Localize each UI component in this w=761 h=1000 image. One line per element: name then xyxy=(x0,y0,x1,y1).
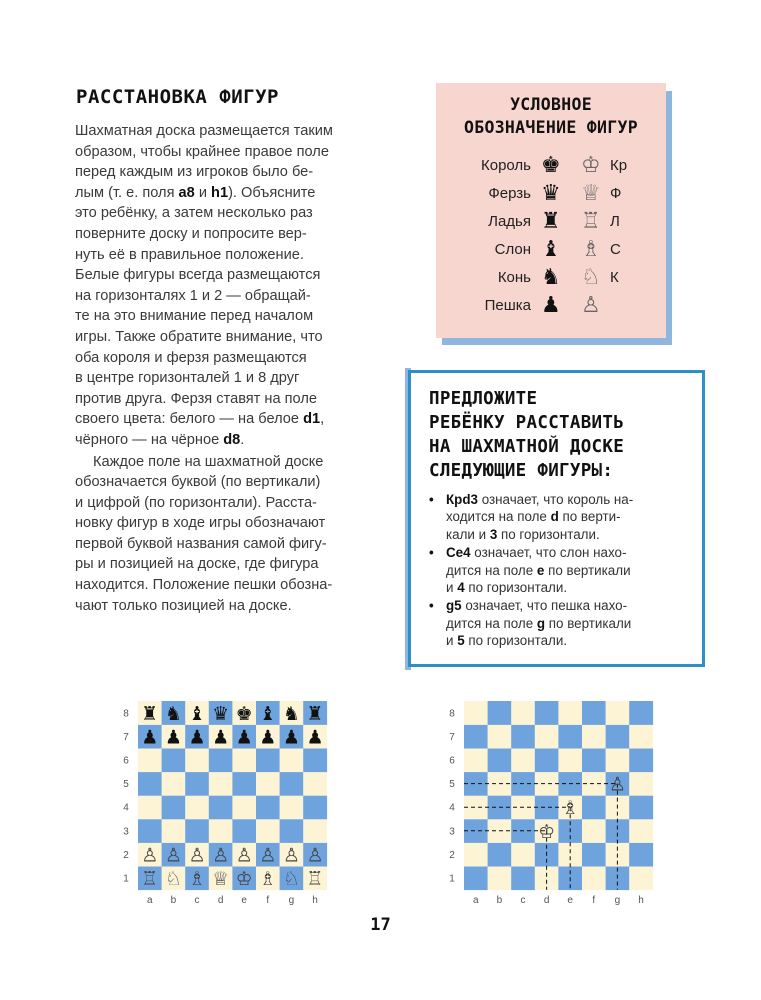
board-square xyxy=(280,795,304,819)
file-label: d xyxy=(543,894,550,905)
board-square xyxy=(535,748,559,772)
black-pawn-icon: ♟ xyxy=(212,726,230,749)
black-pawn-icon: ♟ xyxy=(541,293,561,318)
board-square xyxy=(629,772,653,796)
board-square xyxy=(606,725,630,749)
legend-row-king xyxy=(436,153,666,181)
rank-label: 2 xyxy=(449,849,455,861)
white-pawn-icon: ♙ xyxy=(141,844,159,867)
rank-label: 4 xyxy=(123,802,129,814)
black-bishop-icon: ♝ xyxy=(188,702,206,725)
legend-title-line-1: УСЛОВНОЕ xyxy=(510,95,592,114)
board-square xyxy=(558,748,582,772)
board-square xyxy=(209,772,233,796)
file-label: g xyxy=(288,894,295,905)
file-label: h xyxy=(312,894,318,905)
board-square xyxy=(303,748,327,772)
black-pawn-icon: ♟ xyxy=(282,726,300,749)
legend-piece-name: Ладья xyxy=(488,213,531,230)
board-square xyxy=(629,843,653,867)
white-queen-icon: ♕ xyxy=(581,181,601,206)
board-square xyxy=(232,795,256,819)
rank-label: 4 xyxy=(449,802,455,814)
body-text xyxy=(75,121,375,616)
board-square xyxy=(488,866,512,890)
rank-label: 6 xyxy=(449,755,455,767)
board-square xyxy=(138,748,162,772)
black-bishop-icon: ♝ xyxy=(541,237,561,262)
board-square xyxy=(535,701,559,725)
board-square xyxy=(185,748,209,772)
rank-label: 7 xyxy=(123,731,129,743)
legend-title-line-2: ОБОЗНАЧЕНИЕ ФИГУР xyxy=(464,118,638,137)
legend-piece-abbr: С xyxy=(610,241,621,258)
legend-piece-name: Король xyxy=(480,157,531,174)
board-square xyxy=(232,772,256,796)
rank-label: 1 xyxy=(123,873,129,885)
board-square xyxy=(209,748,233,772)
white-knight-icon: ♘ xyxy=(581,265,601,290)
board-square xyxy=(558,701,582,725)
board-square xyxy=(629,725,653,749)
white-queen-icon: ♕ xyxy=(212,868,230,890)
white-king-icon: ♔ xyxy=(538,820,556,843)
board-square xyxy=(606,701,630,725)
white-bishop-icon: ♗ xyxy=(561,797,579,820)
board-square xyxy=(303,819,327,843)
white-knight-icon: ♘ xyxy=(282,868,300,890)
board-square xyxy=(511,843,535,867)
page-number: 17 xyxy=(370,915,391,935)
board-square xyxy=(280,772,304,796)
black-pawn-icon: ♟ xyxy=(188,726,206,749)
task-title: ПРЕДЛОЖИТЕ РЕБЁНКУ РАССТАВИТЬ НА ШАХМАТНОЙ ДОСКЕ СЛЕДУЮЩИЕ ФИГУРЫ: xyxy=(429,389,625,481)
board-square xyxy=(629,819,653,843)
white-pawn-icon: ♙ xyxy=(259,844,277,867)
white-pawn-icon: ♙ xyxy=(164,844,182,867)
board-square xyxy=(464,701,488,725)
white-pawn-icon: ♙ xyxy=(212,844,230,867)
black-bishop-icon: ♝ xyxy=(259,702,277,725)
board-square xyxy=(629,701,653,725)
board-square xyxy=(185,795,209,819)
task-item-pawn: • g5 означает, что пешка нахо- дится на поле g по вертикали и 5 по горизонтали. xyxy=(429,597,691,649)
board-square xyxy=(256,795,280,819)
black-pawn-icon: ♟ xyxy=(235,726,253,749)
board-square xyxy=(232,748,256,772)
board-square xyxy=(303,772,327,796)
board-square xyxy=(606,748,630,772)
white-rook-icon: ♖ xyxy=(306,868,324,890)
black-rook-icon: ♜ xyxy=(306,702,324,725)
legend-piece-name: Конь xyxy=(497,269,531,286)
legend-piece-abbr: Ф xyxy=(610,185,622,202)
white-pawn-icon: ♙ xyxy=(306,844,324,867)
black-knight-icon: ♞ xyxy=(282,702,300,725)
black-knight-icon: ♞ xyxy=(164,702,182,725)
legend-piece-abbr: Кр xyxy=(610,157,628,174)
board-square xyxy=(162,772,186,796)
board-square xyxy=(209,795,233,819)
board-square xyxy=(256,748,280,772)
white-rook-icon: ♖ xyxy=(141,868,159,890)
file-label: c xyxy=(520,894,526,905)
board-square xyxy=(256,819,280,843)
rank-label: 2 xyxy=(123,849,129,861)
legend-piece-abbr: К xyxy=(610,269,619,286)
board-square xyxy=(464,725,488,749)
black-rook-icon: ♜ xyxy=(541,209,561,234)
task-position-board xyxy=(442,699,654,905)
rank-label: 5 xyxy=(449,779,455,791)
board-square xyxy=(256,772,280,796)
white-bishop-icon: ♗ xyxy=(581,237,601,262)
board-square xyxy=(464,748,488,772)
paragraph-1: Шахматная доска размещается таким образом, чтобы крайнее правое поле перед каждым из игроков было бе- лым (т. е. поля a8 и h1). Объясните это ребёнку, а затем несколько раз поверните доску и попросите вер- нуть её в правильное положение. Белые фигуры всегда размещаются на горизонталях 1 и 2 — обращай- те на это внимание перед началом игры. Также обратите внимание, что оба короля и ферзя размещаются в центре горизонталей 1 и 8 друг против друга. Ферзя ставят на поле своего цвета: белого — на белое d1, чёрного — на чёрное d8. xyxy=(75,123,333,448)
task-item-king: • Крd3 означает, что король на- ходится на поле d по верти- кали и 3 по горизонтали. xyxy=(429,491,691,543)
board-square xyxy=(185,819,209,843)
rank-label: 8 xyxy=(449,708,455,720)
file-label: a xyxy=(473,894,479,905)
board-square xyxy=(511,701,535,725)
file-label: f xyxy=(266,894,270,905)
board-square xyxy=(582,819,606,843)
file-label: h xyxy=(638,894,644,905)
board-square xyxy=(185,772,209,796)
file-label: g xyxy=(614,894,621,905)
rank-label: 6 xyxy=(123,755,129,767)
board-square xyxy=(209,819,233,843)
board-square xyxy=(582,748,606,772)
board-square xyxy=(488,701,512,725)
task-list xyxy=(429,491,691,651)
file-label: b xyxy=(170,894,177,905)
board-square xyxy=(582,866,606,890)
board-square xyxy=(582,795,606,819)
file-label: a xyxy=(147,894,153,905)
board-square xyxy=(162,795,186,819)
rank-label: 3 xyxy=(123,826,129,838)
board-square xyxy=(280,819,304,843)
piece-legend xyxy=(436,83,666,338)
white-rook-icon: ♖ xyxy=(581,209,601,234)
black-queen-icon: ♛ xyxy=(212,702,230,725)
rank-label: 1 xyxy=(449,873,455,885)
board-square xyxy=(582,725,606,749)
rank-label: 8 xyxy=(123,708,129,720)
black-pawn-icon: ♟ xyxy=(164,726,182,749)
black-pawn-icon: ♟ xyxy=(306,726,324,749)
board-square xyxy=(464,843,488,867)
file-label: c xyxy=(194,894,200,905)
board-square xyxy=(162,748,186,772)
file-label: e xyxy=(567,894,573,905)
board-square xyxy=(558,725,582,749)
white-pawn-icon: ♙ xyxy=(188,844,206,867)
board-square xyxy=(138,795,162,819)
section-heading: РАССТАНОВКА ФИГУР xyxy=(76,86,279,108)
black-knight-icon: ♞ xyxy=(541,265,561,290)
rank-label: 5 xyxy=(123,779,129,791)
board-square xyxy=(535,725,559,749)
board-square xyxy=(629,866,653,890)
paragraph-2: Каждое поле на шахматной доске обозначается буквой (по вертикали) и цифрой (по горизонтали). Расста- новку фигур в ходе игры обозначают первой буквой названия самой фигу- ры и позицией на доске, где фигура находится. Положение пешки обозна- чают только позицией на доске. xyxy=(75,453,333,614)
board-square xyxy=(511,725,535,749)
white-knight-icon: ♘ xyxy=(164,868,182,890)
black-rook-icon: ♜ xyxy=(141,702,159,725)
file-label: d xyxy=(217,894,224,905)
legend-row-bishop xyxy=(436,237,666,265)
black-king-icon: ♚ xyxy=(541,153,561,178)
rank-label: 3 xyxy=(449,826,455,838)
board-square xyxy=(303,795,327,819)
legend-piece-name: Слон xyxy=(494,241,531,258)
white-pawn-icon: ♙ xyxy=(235,844,253,867)
legend-piece-name: Ферзь xyxy=(488,185,531,202)
white-bishop-icon: ♗ xyxy=(188,868,206,890)
task-box xyxy=(408,370,705,667)
board-square xyxy=(488,748,512,772)
white-king-icon: ♔ xyxy=(235,868,253,890)
legend-row-knight xyxy=(436,265,666,293)
file-label: e xyxy=(241,894,247,905)
legend-row-queen xyxy=(436,181,666,209)
file-label: b xyxy=(496,894,503,905)
file-label: f xyxy=(592,894,596,905)
board-square xyxy=(464,866,488,890)
board-square xyxy=(162,819,186,843)
rank-label: 7 xyxy=(449,731,455,743)
white-king-icon: ♔ xyxy=(581,153,601,178)
white-pawn-icon: ♙ xyxy=(282,844,300,867)
white-bishop-icon: ♗ xyxy=(259,868,277,890)
white-pawn-icon: ♙ xyxy=(608,773,626,796)
initial-position-board xyxy=(116,699,328,905)
board-square xyxy=(138,772,162,796)
black-king-icon: ♚ xyxy=(235,702,253,725)
legend-piece-name: Пешка xyxy=(484,297,531,314)
board-square xyxy=(138,819,162,843)
board-square xyxy=(511,748,535,772)
board-square xyxy=(582,843,606,867)
legend-row-pawn xyxy=(436,293,666,321)
legend-row-rook xyxy=(436,209,666,237)
board-square xyxy=(232,819,256,843)
board-square xyxy=(629,748,653,772)
board-square xyxy=(511,866,535,890)
board-square xyxy=(488,843,512,867)
board-square xyxy=(629,795,653,819)
board-square xyxy=(582,701,606,725)
board-square xyxy=(280,748,304,772)
black-pawn-icon: ♟ xyxy=(141,726,159,749)
white-pawn-icon: ♙ xyxy=(581,293,601,318)
black-pawn-icon: ♟ xyxy=(259,726,277,749)
board-square xyxy=(488,725,512,749)
black-queen-icon: ♛ xyxy=(541,181,561,206)
legend-piece-abbr: Л xyxy=(610,213,620,230)
task-item-bishop: • Сe4 означает, что слон нахо- дится на поле e по вертикали и 4 по горизонтали. xyxy=(429,544,691,596)
